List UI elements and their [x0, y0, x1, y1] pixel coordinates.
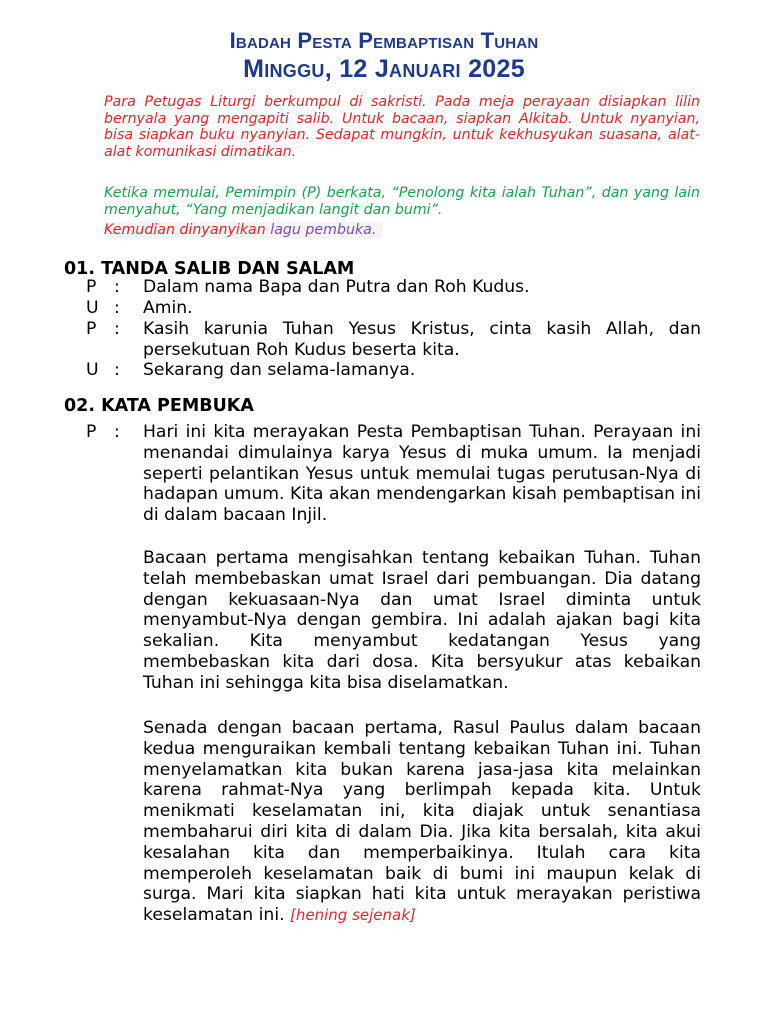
document-title — [0, 28, 768, 84]
section-heading-2: 02. KATA PEMBUKA — [64, 396, 254, 416]
opening-paragraph-3 — [143, 718, 701, 926]
dialogue-text: Sekarang dan selama-lamanya. — [143, 360, 416, 380]
section-heading-1: 01. TANDA SALIB DAN SALAM — [64, 259, 355, 279]
dialogue-text: Dalam nama Bapa dan Putra dan Roh Kudus. — [143, 277, 530, 297]
speaker-colon: : — [114, 298, 120, 318]
dialogue-line — [86, 298, 701, 319]
dialogue-line — [86, 319, 701, 361]
dialogue-text: Amin. — [143, 298, 193, 318]
dialogue-line — [86, 277, 701, 298]
rubric-song-red: Kemudian dinyanyikan — [104, 222, 271, 238]
rubric-preparation: Para Petugas Liturgi berkumpul di sakristi. Pada meja perayaan disiapkan lilin bernyala yang mengapiti salib. Untuk bacaan, siapkan Alkitab. Untuk nyanyian, bisa siapkan buku nyanyian. Sedapat mungkin, untuk kekhusyukan suasana, alat-alat komunikasi dimatikan. — [104, 94, 700, 160]
title-line-2: Minggu, 12 Januari 2025 — [243, 55, 525, 83]
speaker-colon: : — [114, 277, 120, 297]
speaker-colon: : — [114, 319, 120, 339]
speaker-colon: : — [114, 360, 120, 380]
opening-paragraph-3-text: Senada dengan bacaan pertama, Rasul Paulus dalam bacaan kedua menguraikan kembali tentang kebaikan Tuhan ini. Tuhan menyelamatkan kita bukan karena jasa-jasa kita melainkan karena rahmat-Nya yang berlimpah kepada kita. Untuk menikmati keselamatan ini, kita diajak untuk senantiasa membaharui diri kita di dalam Dia. Jika kita bersalah, kita akui kesalahan kita dan memperbaikinya. Itulah cara kita memperoleh keselamatan baik di bumi ini maupun kelak di surga. Mari kita siapkan hati kita untuk merayakan peristiwa keselamatan ini. — [143, 718, 701, 926]
title-line-1: Ibadah Pesta Pembaptisan Tuhan — [229, 28, 539, 53]
rubric-song — [104, 222, 382, 239]
dialogue-line — [86, 360, 701, 381]
rubric-song-purple: lagu pembuka. — [270, 222, 377, 238]
dialogue-text: Kasih karunia Tuhan Yesus Kristus, cinta kasih Allah, dan persekutuan Roh Kudus beserta kita. — [143, 319, 701, 360]
speaker-label: P — [86, 422, 97, 442]
speaker-label: U — [86, 298, 99, 318]
speaker-label: P — [86, 319, 97, 339]
opening-paragraph-1: Hari ini kita merayakan Pesta Pembaptisan Tuhan. Perayaan ini menandai dimulainya karya Yesus di muka umum. Ia menjadi seperti pelantikan Yesus untuk memulai tugas perutusan-Nya di hadapan umum. Kita akan mendengarkan kisah pembaptisan ini di dalam bacaan Injil. — [143, 422, 701, 526]
opening-paragraph-2: Bacaan pertama mengisahkan tentang kebaikan Tuhan. Tuhan telah membebaskan umat Israel dari pembuangan. Dia datang dengan kekuasaan-Nya dan umat Israel diminta untuk menyambut-Nya dengan gembira. Ini adalah ajakan bagi kita sekalian. Kita menyambut kedatangan Yesus yang membebaskan kita dari dosa. Kita bersyukur atas kebaikan Tuhan ini sehingga kita bisa diselamatkan. — [143, 548, 701, 693]
speaker-label: P — [86, 277, 97, 297]
speaker-colon: : — [114, 422, 120, 442]
silence-note: [hening sejenak] — [290, 906, 416, 925]
speaker-label: U — [86, 360, 99, 380]
rubric-opening: Ketika memulai, Pemimpin (P) berkata, “Penolong kita ialah Tuhan”, dan yang lain menyahut, “Yang menjadikan langit dan bumi”. — [104, 185, 700, 218]
